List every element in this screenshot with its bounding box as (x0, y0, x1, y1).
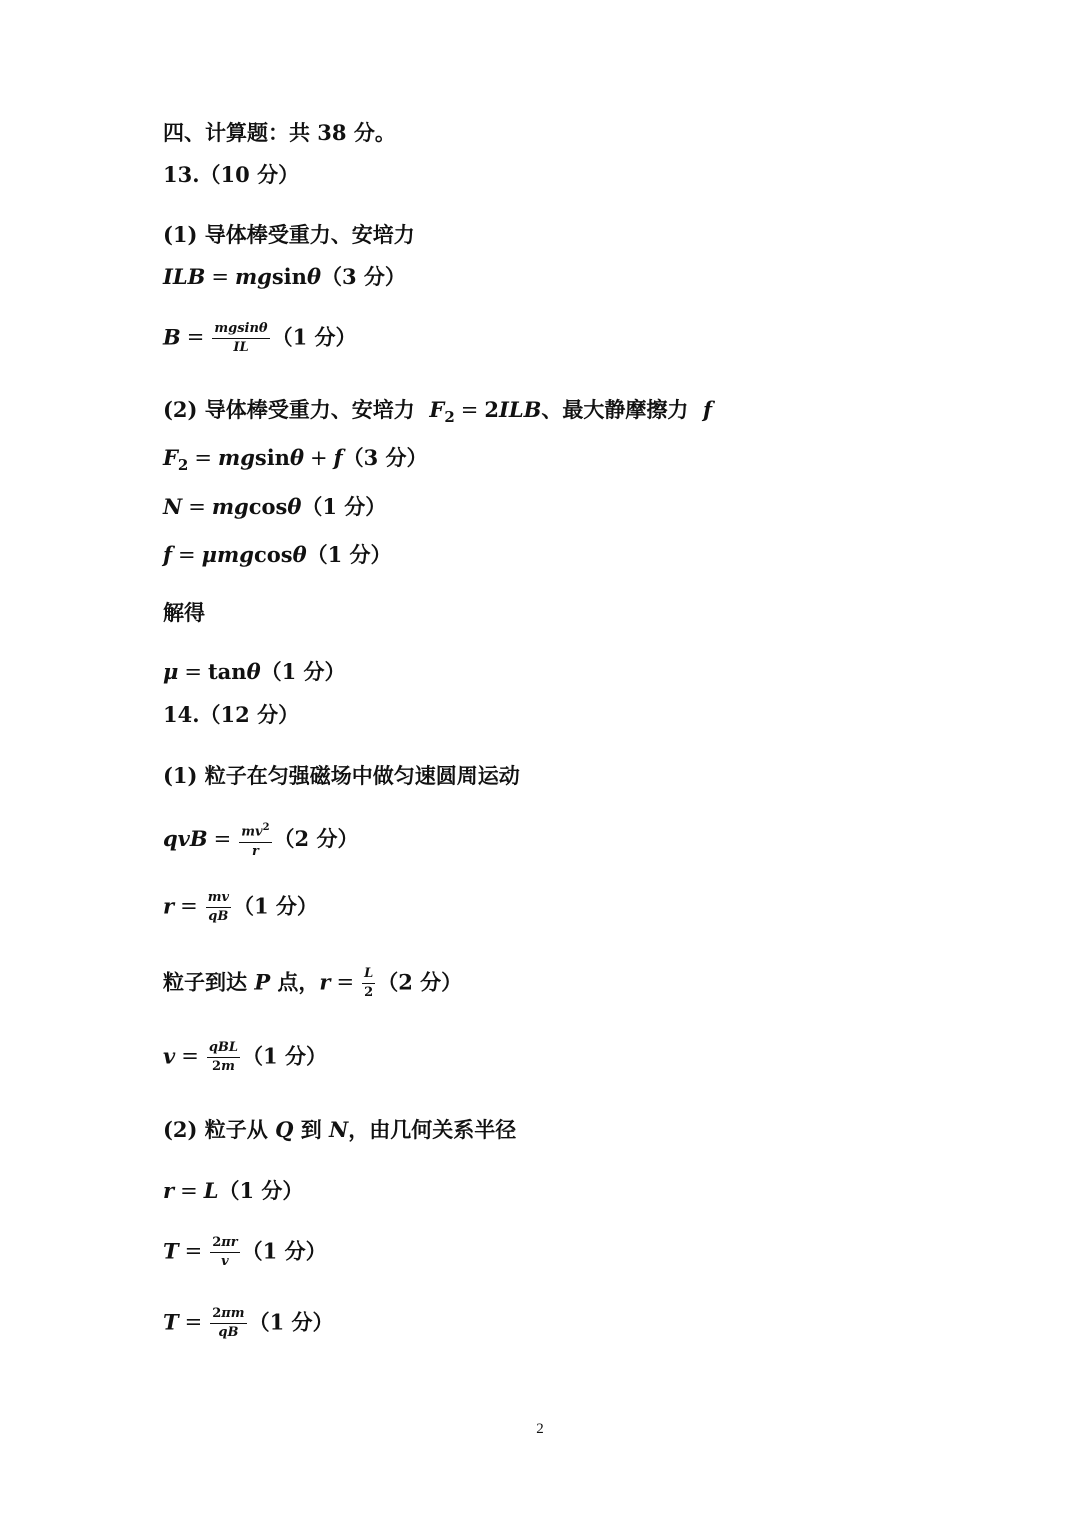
q13-part1-text: (1) 导体棒受重力、安培力 (163, 222, 415, 247)
q14-eq1: qvB = $\frac{mv^2}{r}$ （2 分） (163, 822, 359, 859)
q14-eq2-score: （1 分） (233, 893, 318, 919)
fraction: $\frac{mgsin\theta}{IL}$ (214, 321, 268, 356)
q13-eq5-score: （1 分） (306, 542, 392, 567)
q14-eq1-score: （2 分） (273, 825, 359, 851)
q14-part1-text: (1) 粒子在匀强磁场中做匀速圆周运动 (163, 763, 520, 788)
q14-eq7: T = $\frac{2\pi m}{qB}$ （1 分） (163, 1306, 334, 1341)
fraction: $\frac{\text{qBL}}{2m}$ (208, 1040, 239, 1075)
q13-eq1-score: （3 分） (320, 264, 406, 289)
q14-eq6-score: （1 分） (241, 1238, 327, 1264)
fraction: $\frac{2\pi m}{qB}$ (212, 1306, 245, 1341)
q13-eq4: N = mgcosθ（1 分） (163, 494, 387, 519)
page-number: 2 (536, 1421, 544, 1437)
q14-eq4-score: （1 分） (242, 1043, 327, 1069)
q14-eq7-score: （1 分） (248, 1309, 334, 1335)
q13-eq6: μ = tanθ（1 分） (163, 659, 346, 684)
q14-eq3-score: （2 分） (377, 969, 463, 995)
q14-eq6: T = $\frac{2\pi r}{v}$ （1 分） (163, 1235, 327, 1270)
q13-solve-label: 解得 (163, 600, 205, 625)
q14-eq5-score: （1 分） (218, 1178, 304, 1203)
q13-eq1: ILB = mgsinθ（3 分） (163, 264, 406, 289)
fraction: $\frac{mv}{qB}$ (207, 890, 229, 925)
q14-header: 14.（12 分） (163, 702, 300, 727)
fraction: $\frac{L}{2}$ (364, 966, 374, 1001)
q13-eq3: $F_2 = mgsin\theta + f(3$ 分） (163, 445, 428, 475)
fraction: $\frac{mv^2}{r}$ (241, 822, 270, 859)
q13-eq3-score: （3 分） (342, 445, 428, 470)
section-title: 四、计算题：共 38 分。 (163, 120, 396, 145)
q13-eq2-score: （1 分） (271, 324, 357, 350)
q13-header: 13.（10 分） (163, 162, 300, 187)
q13-eq6-score: （1 分） (260, 659, 346, 684)
q14-eq2: r = $\frac{mv}{qB}$ （1 分） (163, 890, 318, 925)
q13-part2-text: (2) 导体棒受重力、安培力 $F_2 = 2ILB$、最大静摩擦力 f (163, 397, 713, 427)
q14-eq4: v = $\frac{\text{qBL}}{2m}$ （1 分） (163, 1040, 327, 1075)
q13-eq5: f = μmgcosθ（1 分） (163, 542, 392, 567)
q14-part2-text: (2) 粒子从 Q 到 N，由几何关系半径 (163, 1117, 517, 1142)
q13-eq2: B = $\frac{mgsin\theta}{IL}$ （1 分） (163, 321, 357, 356)
q13-eq4-score: （1 分） (301, 494, 387, 519)
q14-arrive: 粒子到达 P 点，r = $\frac{L}{2}$ （2 分） (163, 966, 463, 1001)
q14-eq5: r = L（1 分） (163, 1178, 304, 1203)
fraction: $\frac{2\pi r}{v}$ (212, 1235, 238, 1270)
